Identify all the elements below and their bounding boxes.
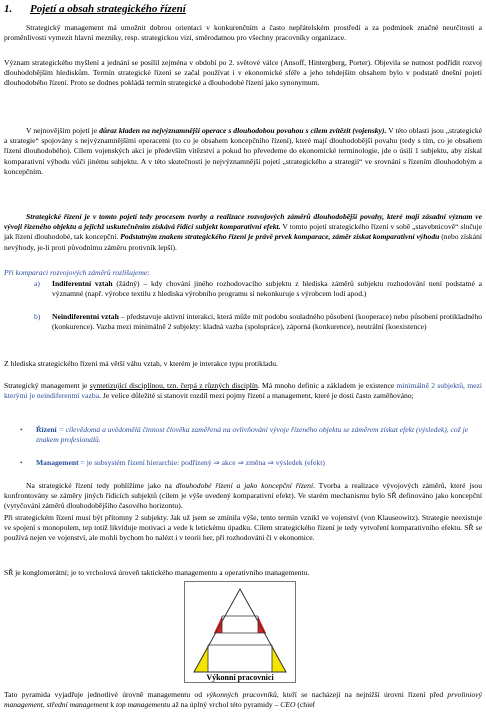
p3-emphasis: důraz kladen na nejvýznamnější operace s dlouhodobou povahou s cílem zvítězit (vojensky). (99, 126, 387, 135)
comparison-title-b: Neindiferentní vztah (52, 312, 119, 321)
p6-synthetic: syntetizující disciplínou, tzn. čerpá z různých disciplín (89, 381, 258, 390)
p10-text-a: Tato pyramida vyjadřuje jednotlivé úrovně managementu od (4, 690, 207, 699)
bullet-text-management: = je subsystém řízení hierarchie: podřízený ⇒ akce ⇒ změna ⇒ výsledek (efekt) (78, 458, 325, 467)
p7-text-c: . Tvorba a realizace vývojových záměrů, které jsou konfrontovány se záměry jiných řídících subjektů (cílem je výše uvedený komparativní efekt). Ve starém mechanismu bylo SŘ definováno jako koncepční (vytyčování záměrů dlouhodobějšího časového horizontu). (4, 481, 482, 511)
section-title: Pojetí a obsah strategického řízení (30, 3, 186, 15)
bullet-icon: • (20, 458, 23, 467)
comparison-letter-b: b) (34, 312, 41, 321)
paragraph-8: Při strategickém řízení musí být přítomny 2 subjekty. Jak už jsem se zmínila výše, tento termín vznikl ve vojenství (von Klauseowitz). Strategie neexistuje ve spojení s monopolem, tep totiž likviduje motivaci a vede k letickému úpadku. Cílem strategického řízení je tedy vytvoření komparativního efektu. SŘ se používá nejen ve vojenství, ale mohli bychom ho nalézt i v teorii her, při rozhodování či v ekonomice. (4, 513, 482, 543)
paragraph-2: Význam strategického myšlení a jednání se posílil zejména v období po 2. světové válce (Ansoff, Hintergberg, Porter). Objevila se nutnost podřídit rozvoj dlouhodobějším hlediskům. Termín strategické řízení se začal používat i v ekonomické sféře a jeho tehdejším obsahem bylo v podstatě dnešní pojetí dlouhodobého řízení. Proto se dodnes pokládá termín strategické a dlouhodobé řízení jako synonymum. (4, 58, 482, 88)
comparison-body-b: – představuje aktivní interakci, která může mít podobu souladného působení (kooperace) nebo působení protikladného (konkurence). Vazba mezi minimálně 2 subjekty: kladná vazba (spolupráce), záporná (konkurence), neutrální (koexistence) (52, 312, 482, 332)
p10-ceo: CEO (280, 700, 296, 710)
paragraph-4 (4, 212, 482, 253)
p10-middle-levels: prvoliniový management, střední management (4, 690, 482, 710)
paragraph-9: SŘ je konglomerátní; je to vrcholová úroveň taktického managementu a operativního managementu. (4, 568, 310, 577)
paragraph-10 (4, 690, 482, 710)
p10-text-i: (chief (295, 700, 316, 710)
p7-text-a: Na strategické řízení tedy pohlížíme jako na (26, 481, 176, 490)
p3-text-a: V nejnovějším pojetí je (26, 126, 100, 135)
comparison-text-b (52, 312, 482, 332)
p10-text-g: až na úplný vrchol této pyramidy – (170, 700, 281, 710)
bullet-term-rizeni: Řízení (36, 425, 57, 434)
bullet-term-management: Management (36, 458, 79, 467)
paragraph-5: Z hlediska strategického řízení má větší váhu vztah, v kterém je interakce typu protikladu. (4, 359, 278, 368)
comparison-text-a (52, 279, 482, 299)
p10-text-e: k (108, 700, 116, 710)
paragraph-6 (4, 381, 482, 401)
p4-text-b: V tomto pojetí strategického řízení v sobě „stavebnicově“ slučuje jak řízení dlouhodobé, tak koncepční. (4, 222, 482, 242)
p6-text-e: . Je velice důležité si stanovit rozdíl mezi pojmy řízení a management, které je dosti často zaměňováno; (99, 391, 414, 401)
paragraph-7 (4, 481, 482, 512)
bullet-text-rizeni: = cílevědomá a uvědomělá činnost člověka zaměřená na ovlivňování vývoje řízeného objektu se záměrem získat efekt (výsledek), což je znakem profesionálů. (36, 425, 469, 445)
p4-text-d: (nebo získání nevýhody, je-li proti původnímu záměru protivník lepší). (4, 232, 482, 252)
section-number: 1. (4, 3, 13, 15)
paragraph-3 (4, 126, 482, 177)
paragraph-1: Strategický management má umožnit dobrou orientaci v konkurenčním a často nepřátelském prostředí a za podmínek značné neurčitosti a proměnlivosti vymezit hlavní mezníky, resp. strategickou vizi, směrodatnou pro všechny pracovníky organizace. (4, 23, 482, 43)
pyramid-caption: Výkonní pracovníci (206, 673, 274, 682)
bullet-item-rizeni (36, 425, 482, 445)
p7-emphasis: dlouhodobé řízení a jako koncepční řízení (175, 481, 314, 490)
p10-top-management: top managementu (116, 700, 171, 710)
management-pyramid (184, 581, 296, 683)
p10-executives: výkonných pracovníků (206, 690, 277, 699)
p10-text-c: , kteří se nacházejí na nejnižší úrovni řízení před (276, 690, 448, 699)
p6-minimum-subjects: minimálně 2 subjektů, mezi kterými je neindiferentní vazba (4, 381, 483, 401)
section-heading (4, 3, 482, 15)
p6-text-c: . Má mnoho definic a základem je existence (257, 381, 397, 390)
p6-text-a: Strategický management je (4, 381, 90, 390)
comparison-intro: Při komparaci rozvojových záměrů rozlišujeme: (4, 268, 150, 277)
comparison-title-a: Indiferentní vztah (52, 279, 113, 288)
p3-text-c: V této oblasti jsou „strategické a strategie“ spojovány s nejvýznamnějšími operacemi (to co je obsahem koncepčního řízení), které mají dlouhodobější povahu (tedy s tím, co je obsahem řízení dlouhodobého). Cílem vojenských akcí je především vítězství a pokud ho převedeme do ekonomické terminologie, jde o úsilí 1 subjektu, aby získal komparativní výhodu vůči jinému subjektu. A v této skutečnosti je nejvýznamnější pojetí „strategického a strategií“ ve srovnání s řízením dlouhodobým a koncepčním. (4, 126, 482, 176)
p4-definition: Strategické řízení je v tomto pojetí tedy procesem tvorby a realizace rozvojových záměrů dlouhodobější povahy, které mají zásadní význam ve vývoji řízeného objektu a jejichž uskutečněním získává řídící subjekt komparativní efekt. (4, 212, 482, 232)
comparison-letter-a: a) (34, 279, 40, 288)
comparison-body-a: (žádný) – kdy chování jiného rozhodovacího subjektu z hlediska záměrů subjektu rozhodování není podstatné a významné (např. výrobce textilu z hlediska výrobního programu si nekonkuruje s výrobcem lodí apod.) (52, 279, 482, 299)
p4-key-feature: Podstatným znakem strategického řízení je právě prvek komparace, záměr získat komparativní výhodu (120, 232, 440, 242)
bullet-item-management (36, 458, 482, 468)
bullet-icon: • (20, 425, 23, 434)
